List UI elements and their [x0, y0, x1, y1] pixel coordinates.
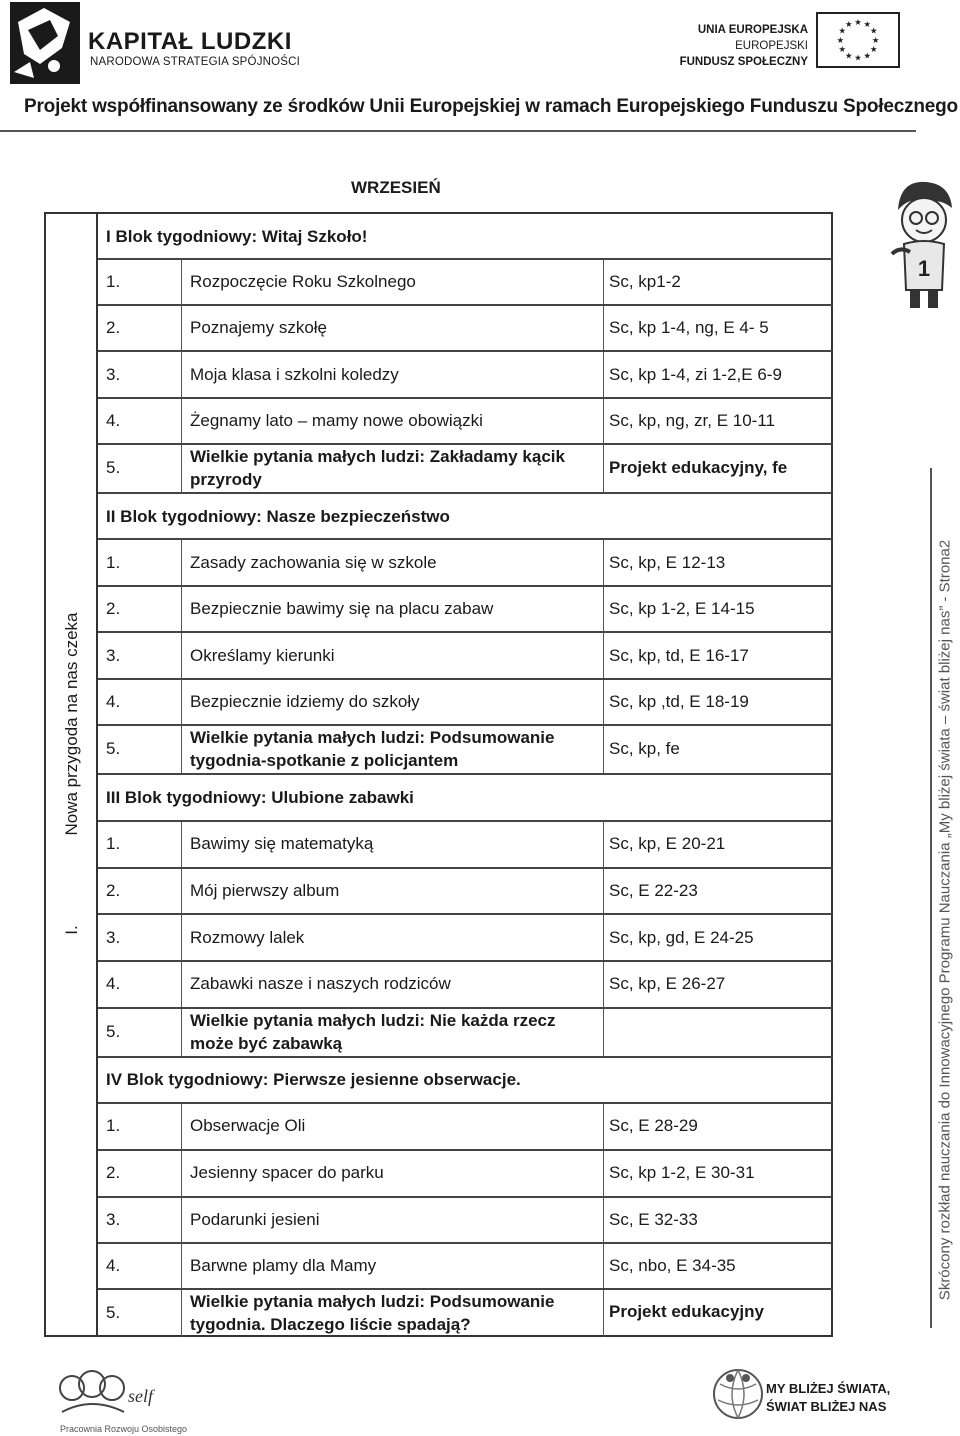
row-title: Wielkie pytania małych ludzi: Zakładamy kącik przyrody	[190, 447, 565, 489]
eu-fund-label	[680, 22, 808, 70]
row-reference: Sc, kp, E 20-21	[609, 834, 726, 853]
table-row	[98, 540, 833, 585]
row-reference: Sc, nbo, E 34-35	[609, 1256, 736, 1275]
row-reference: Sc, E 32-33	[609, 1210, 698, 1229]
row-reference: Sc, kp, td, E 16-17	[609, 646, 749, 665]
row-number: 3.	[106, 1210, 121, 1229]
table-row	[98, 587, 833, 631]
svg-text:★: ★	[871, 34, 880, 45]
table-row	[98, 822, 833, 867]
svg-text:★: ★	[870, 44, 878, 55]
svg-text:★: ★	[863, 50, 872, 61]
program-logo-text	[766, 1380, 890, 1416]
side-caption: Skrócony rozkład nauczania do Innowacyjnego Programu Nauczania „My bliżej świata – świat bliżej nas” - Strona2	[936, 539, 954, 1301]
self-logo-icon	[54, 1366, 164, 1430]
month-title: WRZESIEŃ	[351, 178, 441, 197]
table-row	[98, 1151, 833, 1196]
row-reference: Sc, E 28-29	[609, 1116, 698, 1135]
row-title: Podarunki jesieni	[190, 1210, 320, 1229]
section-label: Nowa przygoda na nas czeka	[62, 612, 81, 836]
block-title: I Blok tygodniowy: Witaj Szkoło!	[106, 227, 368, 246]
table-row	[98, 260, 833, 304]
cofinancing-banner: Projekt współfinansowany ze środków Unii Europejskiej w ramach Europejskiego Funduszu Społecznego	[24, 96, 958, 117]
self-logo-text: self	[128, 1386, 153, 1406]
eu-flag-icon	[816, 12, 900, 68]
block-title: II Blok tygodniowy: Nasze bezpieczeństwo	[106, 507, 450, 526]
row-number: 2.	[106, 599, 121, 618]
row-number: 1.	[106, 834, 121, 853]
row-number: 2.	[106, 1163, 121, 1182]
row-number: 3.	[106, 928, 121, 947]
eu-line-3: FUNDUSZ SPOŁECZNY	[679, 56, 808, 68]
row-reference: Sc, kp, fe	[609, 739, 680, 758]
side-divider	[930, 468, 932, 1328]
table-row	[98, 352, 833, 397]
self-logo-caption: Pracownia Rozwoju Osobistego	[60, 1424, 188, 1434]
table-row	[98, 399, 833, 443]
row-title: Zabawki nasze i naszych rodziców	[190, 974, 451, 993]
mascot-number: 1	[917, 256, 931, 281]
row-number: 4.	[106, 1256, 121, 1275]
program-line-1: MY BLIŻEJ ŚWIATA,	[766, 1381, 891, 1396]
table-row	[98, 1009, 833, 1056]
row-reference: Sc, kp, E 26-27	[609, 974, 726, 993]
row-reference: Projekt edukacyjny, fe	[609, 458, 788, 477]
row-title: Mój pierwszy album	[190, 881, 340, 900]
row-number: 4.	[106, 411, 121, 430]
row-number: 3.	[106, 365, 121, 384]
header-divider	[0, 130, 916, 132]
row-reference: Sc, kp1-2	[609, 272, 681, 291]
table-row	[98, 1198, 833, 1242]
row-title: Barwne plamy dla Mamy	[190, 1256, 377, 1275]
table-row	[98, 962, 833, 1007]
eu-line-2: EUROPEJSKI	[735, 40, 808, 52]
row-reference: Sc, kp 1-2, E 14-15	[609, 599, 755, 618]
svg-text:★: ★	[838, 25, 846, 36]
row-title: Wielkie pytania małych ludzi: Podsumowanie tygodnia. Dlaczego liście spadają?	[190, 1292, 555, 1334]
row-divider	[98, 1056, 833, 1058]
row-reference: Sc, kp, gd, E 24-25	[609, 928, 754, 947]
row-divider	[98, 773, 833, 775]
row-title: Moja klasa i szkolni koledzy	[190, 365, 399, 384]
table-row	[98, 1104, 833, 1149]
row-number: 1.	[106, 553, 121, 572]
table-row	[98, 633, 833, 678]
row-number: 2.	[106, 881, 121, 900]
svg-text:★: ★	[838, 44, 846, 55]
table-row	[98, 726, 833, 773]
svg-text:★: ★	[870, 25, 878, 36]
row-title: Poznajemy szkołę	[190, 318, 328, 337]
block-title: III Blok tygodniowy: Ulubione zabawki	[106, 788, 414, 807]
row-reference: Sc, kp 1-4, zi 1-2,E 6-9	[609, 365, 782, 384]
row-title: Wielkie pytania małych ludzi: Podsumowanie tygodnia-spotkanie z policjantem	[190, 728, 555, 770]
row-title: Bawimy się matematyką	[190, 834, 374, 853]
row-number: 3.	[106, 646, 121, 665]
row-title: Bezpiecznie idziemy do szkoły	[190, 692, 420, 711]
row-reference: Sc, kp, ng, zr, E 10-11	[609, 411, 775, 430]
row-number: 4.	[106, 974, 121, 993]
program-line-2: ŚWIAT BLIŻEJ NAS	[766, 1399, 887, 1414]
table-row	[98, 915, 833, 960]
table-row	[98, 869, 833, 913]
globe-people-icon	[710, 1364, 766, 1424]
svg-text:★: ★	[836, 34, 845, 45]
table-row	[98, 680, 833, 724]
kapital-ludzki-subtitle: NARODOWA STRATEGIA SPÓJNOŚCI	[90, 56, 301, 68]
row-number: 5.	[106, 1303, 121, 1322]
row-title: Wielkie pytania małych ludzi: Nie każda rzecz może być zabawką	[190, 1011, 556, 1053]
row-reference: Sc, E 22-23	[609, 881, 698, 900]
svg-text:★: ★	[844, 19, 853, 29]
row-reference: Sc, kp 1-4, ng, E 4- 5	[609, 318, 769, 337]
row-title: Żegnamy lato – mamy nowe obowiązki	[190, 411, 483, 430]
section-number: I.	[62, 925, 81, 935]
svg-text:★: ★	[844, 50, 853, 61]
row-reference: Sc, kp ,td, E 18-19	[609, 692, 749, 711]
row-number: 1.	[106, 1116, 121, 1135]
row-divider	[98, 492, 833, 494]
svg-text:★: ★	[863, 19, 872, 29]
svg-text:★: ★	[854, 17, 862, 28]
row-title: Obserwacje Oli	[190, 1116, 306, 1135]
row-reference: Sc, kp 1-2, E 30-31	[609, 1163, 755, 1182]
table-row	[98, 1290, 833, 1337]
row-reference: Sc, kp, E 12-13	[609, 553, 726, 572]
row-number: 5.	[106, 1022, 121, 1041]
table-row	[98, 1244, 833, 1288]
table-row	[98, 306, 833, 350]
row-reference: Projekt edukacyjny	[609, 1302, 764, 1321]
row-title: Zasady zachowania się w szkole	[190, 553, 437, 572]
row-title: Określamy kierunki	[190, 646, 335, 665]
svg-text:★: ★	[854, 52, 862, 63]
block-title: IV Blok tygodniowy: Pierwsze jesienne obserwacje.	[106, 1070, 521, 1089]
kapital-ludzki-title: KAPITAŁ LUDZKI	[88, 28, 292, 55]
row-number: 5.	[106, 458, 121, 477]
row-number: 5.	[106, 739, 121, 758]
row-title: Bezpiecznie bawimy się na placu zabaw	[190, 599, 494, 618]
kapital-ludzki-logo-icon	[10, 2, 80, 84]
mascot-icon	[880, 172, 960, 312]
table-row	[98, 445, 833, 492]
row-number: 2.	[106, 318, 121, 337]
row-title: Jesienny spacer do parku	[190, 1163, 384, 1182]
row-title: Rozmowy lalek	[190, 928, 305, 947]
row-title: Rozpoczęcie Roku Szkolnego	[190, 272, 416, 291]
row-number: 4.	[106, 692, 121, 711]
row-number: 1.	[106, 272, 121, 291]
eu-line-1: UNIA EUROPEJSKA	[697, 24, 808, 36]
